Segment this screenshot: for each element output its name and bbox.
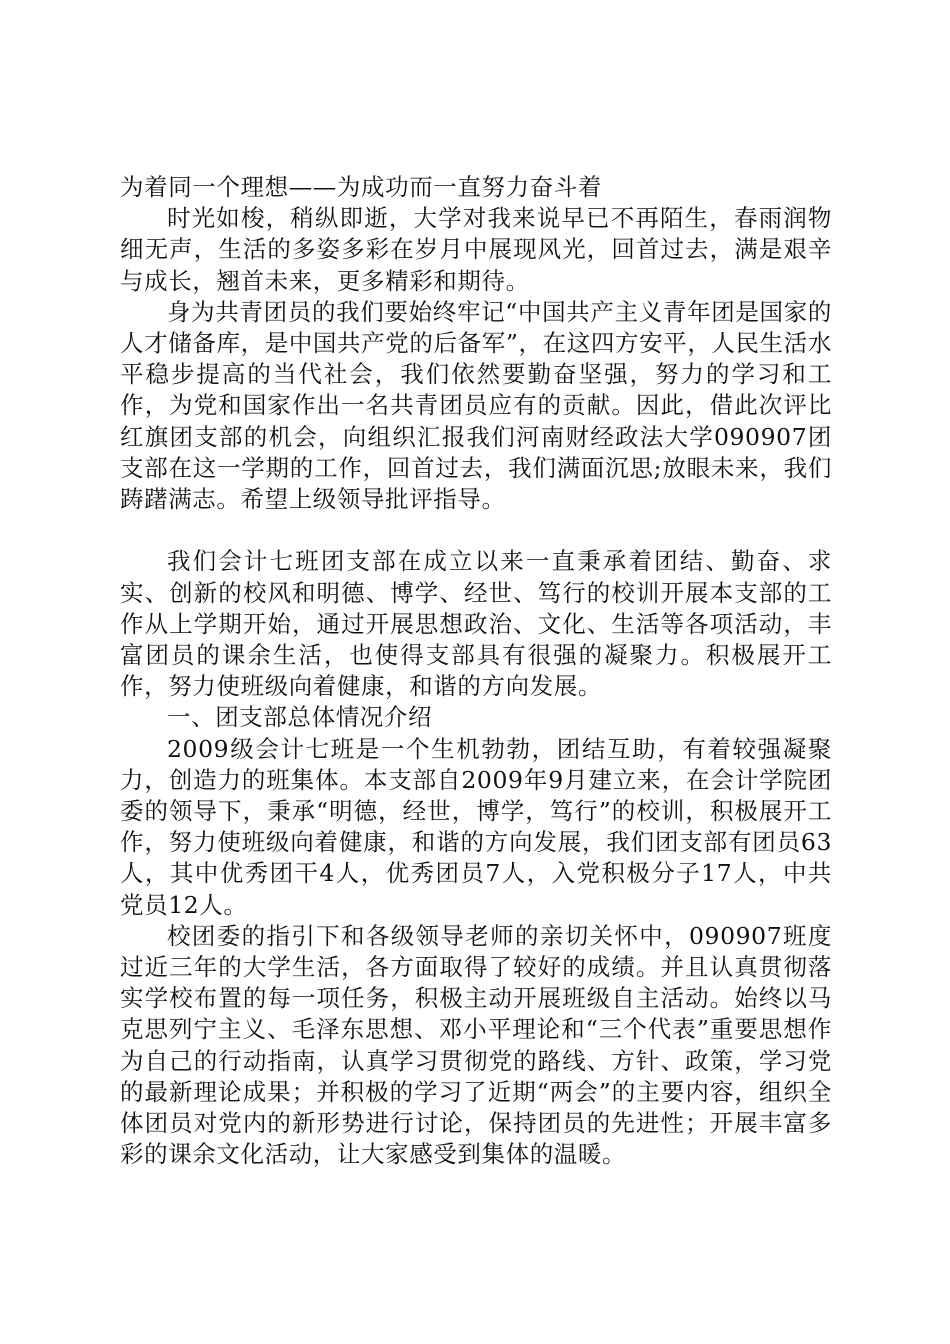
- paragraph-class-profile: 2009级会计七班是一个生机勃勃，团结互助，有着较强凝聚力，创造力的班集体。本支部自2009年9月建立来，在会计学院团委的领导下，秉承“明德，经世，博学，笃行”的校训，积极展开工作，努力使班级向着健康，和谐的方向发展，我们团支部有团员63人，其中优秀团干4人，优秀团员7人，入党积极分子17人，中共党员12人。: [120, 734, 832, 919]
- paragraph-intro: 时光如梭，稍纵即逝，大学对我来说早已不再陌生，春雨润物细无声，生活的多姿多彩在岁月中展现风光，回首过去，满是艰辛与成长，翘首未来，更多精彩和期待。: [120, 204, 832, 295]
- document-body: [120, 172, 832, 1170]
- section-heading: 一、团支部总体情况介绍: [167, 703, 433, 732]
- title-line: 为着同一个理想——为成功而一直努力奋斗着: [120, 173, 602, 201]
- paragraph-branch-overview: 我们会计七班团支部在成立以来一直秉承着团结、勤奋、求实、创新的校风和明德、博学、经世、笃行的校训开展本支部的工作从上学期开始，通过开展思想政治、文化、生活等各项活动，丰富团员的课余生活，也使得支部具有很强的凝聚力。积极展开工作，努力使班级向着健康，和谐的方向发展。: [120, 547, 832, 701]
- paragraph-achievements: 校团委的指引下和各级领导老师的亲切关怀中，090907班度过近三年的大学生活，各方面取得了较好的成绩。并且认真贯彻落实学校布置的每一项任务，积极主动开展班级自主活动。始终以马克思列宁主义、毛泽东思想、邓小平理论和“三个代表”重要思想作为自己的行动指南，认真学习贯彻党的路线、方针、政策，学习党的最新理论成果；并积极的学习了近期“两会”的主要内容，组织全体团员对党内的新形势进行讨论，保持团员的先进性；开展丰富多彩的课余文化活动，让大家感受到集体的温暖。: [120, 921, 832, 1169]
- blank-line: [120, 515, 832, 546]
- paragraph-league-member: 身为共青团员的我们要始终牢记“中国共产主义青年团是国家的人才储备库，是中国共产党的后备军”，在这四方安平，人民生活水平稳步提高的当代社会，我们依然要勤奋坚强，努力的学习和工作，为党和国家作出一名共青团员应有的贡献。因此，借此次评比红旗团支部的机会，向组织汇报我们河南财经政法大学090907团支部在这一学期的工作，回首过去，我们满面沉思;放眼未来，我们踌躇满志。希望上级领导批评指导。: [120, 297, 832, 514]
